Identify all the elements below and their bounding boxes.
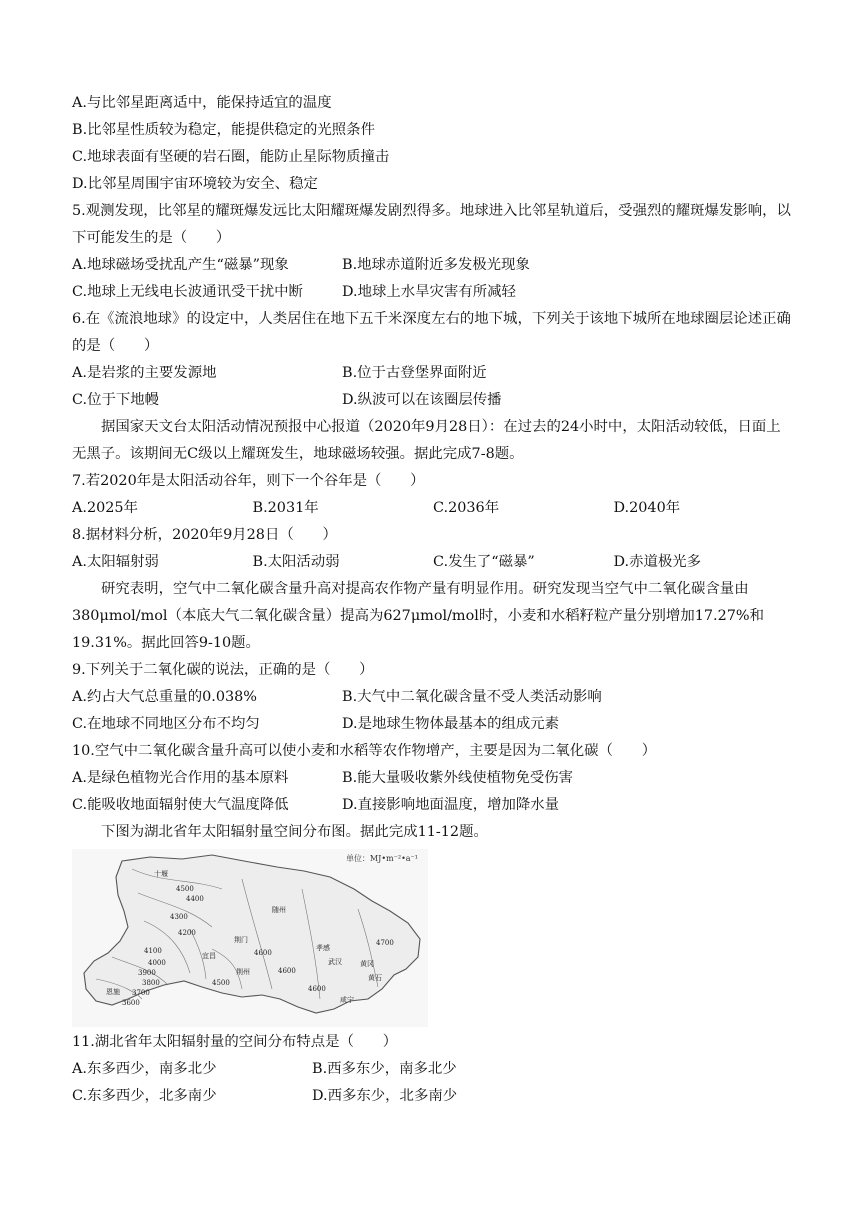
q10-options-row-1 [72, 765, 794, 792]
q11-options-row-2 [72, 1083, 794, 1110]
isoline-label: 4600 [278, 967, 296, 975]
q11-option-a: A.东多西少，南多北少 [72, 1061, 217, 1077]
hubei-solar-radiation-map [72, 849, 428, 1027]
q10-option-c: C.能吸收地面辐射使大气温度降低 [72, 797, 289, 813]
q8-option-b: B.太阳活动弱 [252, 554, 340, 570]
q6-option-b: B.位于古登堡界面附近 [342, 365, 487, 381]
q7-options-row [72, 495, 794, 522]
city-label: 黄石 [368, 974, 382, 982]
isoline-label: 4500 [212, 979, 230, 987]
q5-stem: 5.观测发现，比邻星的耀斑爆发远比太阳耀斑爆发剧烈得多。地球进入比邻星轨道后，受强烈的耀斑爆发影响，以下可能发生的是（ ） [72, 203, 791, 246]
q9-stem: 9.下列关于二氧化碳的说法，正确的是（ ） [72, 662, 374, 678]
q4-option-a: A.与比邻星距离适中，能保持适宜的温度 [72, 95, 332, 111]
map-unit-label: 单位：MJ•m⁻²•a⁻¹ [345, 854, 418, 863]
city-label: 黄冈 [360, 960, 374, 968]
city-label: 孝感 [316, 944, 330, 952]
q11-option-d: D.西多东少，北多南少 [312, 1088, 458, 1104]
q9-option-d: D.是地球生物体最基本的组成元素 [342, 716, 560, 732]
q7-option-d: D.2040年 [613, 500, 681, 516]
q7-option-b: B.2031年 [252, 500, 319, 516]
isoline-label: 4000 [148, 959, 166, 967]
exam-page [72, 90, 794, 1110]
q10-option-b: B.能大量吸收紫外线使植物免受伤害 [342, 770, 574, 786]
q7-stem: 7.若2020年是太阳活动谷年，则下一个谷年是（ ） [72, 473, 425, 489]
isoline-label: 4100 [144, 947, 162, 955]
city-label: 恩施 [106, 988, 120, 996]
q5-option-b: B.地球赤道附近多发极光现象 [342, 257, 530, 273]
q8-stem: 8.据材料分析，2020年9月28日（ ） [72, 527, 337, 543]
q11-option-b: B.西多东少，南多北少 [312, 1061, 457, 1077]
q10-option-a: A.是绿色植物光合作用的基本原料 [72, 770, 289, 786]
q4-option-b: B.比邻星性质较为稳定，能提供稳定的光照条件 [72, 122, 375, 138]
q9-options-row-1 [72, 684, 794, 711]
q6-option-d: D.纵波可以在该圈层传播 [342, 392, 502, 408]
q6-options-row-1 [72, 360, 794, 387]
q9-option-c: C.在地球不同地区分布不均匀 [72, 716, 260, 732]
q5-options-row-1 [72, 252, 794, 279]
q9-options-row-2 [72, 711, 794, 738]
q4-option-d: D.比邻星周围宇宙环境较为安全、稳定 [72, 176, 318, 192]
isoline-label: 4500 [176, 885, 194, 893]
q4-option-c: C.地球表面有坚硬的岩石圈，能防止星际物质撞击 [72, 149, 390, 165]
isoline-label: 4300 [170, 913, 188, 921]
isoline-label: 4200 [178, 929, 196, 937]
q8-option-a: A.太阳辐射弱 [72, 554, 159, 570]
q5-option-a: A.地球磁场受扰乱产生“磁暴”现象 [72, 257, 289, 273]
isoline-label: 3900 [138, 969, 156, 977]
q6-option-a: A.是岩浆的主要发源地 [72, 365, 217, 381]
city-label: 荆州 [236, 968, 250, 976]
q7-option-a: A.2025年 [72, 500, 138, 516]
city-label: 武汉 [328, 958, 342, 966]
q8-option-d: D.赤道极光多 [613, 554, 702, 570]
q5-options-row-2 [72, 279, 794, 306]
isoline-label: 4700 [376, 939, 394, 947]
q6-options-row-2 [72, 387, 794, 414]
city-label: 宜昌 [202, 952, 216, 960]
q10-stem: 10.空气中二氧化碳含量升高可以使小麦和水稻等农作物增产，主要是因为二氧化碳（ ） [72, 743, 657, 759]
q8-options-row [72, 549, 794, 576]
material-9-10: 研究表明，空气中二氧化碳含量升高对提高农作物产量有明显作用。研究发现当空气中二氧化碳含量由380μmol/mol（本底大气二氧化碳含量）提高为627μmol/mol时，小麦和水稻籽粒产量分别增加17.27%和19.31%。据此回答9-10题。 [72, 581, 764, 651]
q6-stem: 6.在《流浪地球》的设定中，人类居住在地下五千米深度左右的地下城，下列关于该地下城所在地球圈层论述正确的是（ ） [72, 311, 791, 354]
q6-option-c: C.位于下地幔 [72, 392, 160, 408]
q7-option-c: C.2036年 [433, 500, 500, 516]
isoline-label: 3600 [122, 999, 140, 1007]
q11-stem: 11.湖北省年太阳辐射量的空间分布特点是（ ） [72, 1034, 398, 1050]
isoline-label: 3800 [142, 979, 160, 987]
isoline-label: 3700 [132, 989, 150, 997]
city-label: 十堰 [154, 870, 168, 878]
isoline-label: 4400 [186, 895, 204, 903]
q10-option-d: D.直接影响地面温度，增加降水量 [342, 797, 560, 813]
q8-option-c: C.发生了“磁暴” [433, 554, 535, 570]
q11-options-row-1 [72, 1056, 794, 1083]
isoline-label: 4600 [308, 985, 326, 993]
q10-options-row-2 [72, 792, 794, 819]
q9-option-a: A.约占大气总重量的0.038% [72, 689, 257, 705]
material-11-12: 下图为湖北省年太阳辐射量空间分布图。据此完成11-12题。 [101, 824, 488, 840]
isoline-label: 4600 [254, 949, 272, 957]
q9-option-b: B.大气中二氧化碳含量不受人类活动影响 [342, 689, 602, 705]
city-label: 咸宁 [340, 996, 354, 1004]
q5-option-c: C.地球上无线电长波通讯受干扰中断 [72, 284, 303, 300]
material-7-8: 据国家天文台太阳活动情况预报中心报道（2020年9月28日）：在过去的24小时中，太阳活动较低，日面上无黑子。该期间无C级以上耀斑发生，地球磁场较强。据此完成7-8题。 [72, 419, 781, 462]
q5-option-d: D.地球上水旱灾害有所减轻 [342, 284, 516, 300]
q11-option-c: C.东多西少，北多南少 [72, 1088, 217, 1104]
city-label: 随州 [272, 906, 286, 914]
city-label: 荆门 [234, 936, 248, 944]
